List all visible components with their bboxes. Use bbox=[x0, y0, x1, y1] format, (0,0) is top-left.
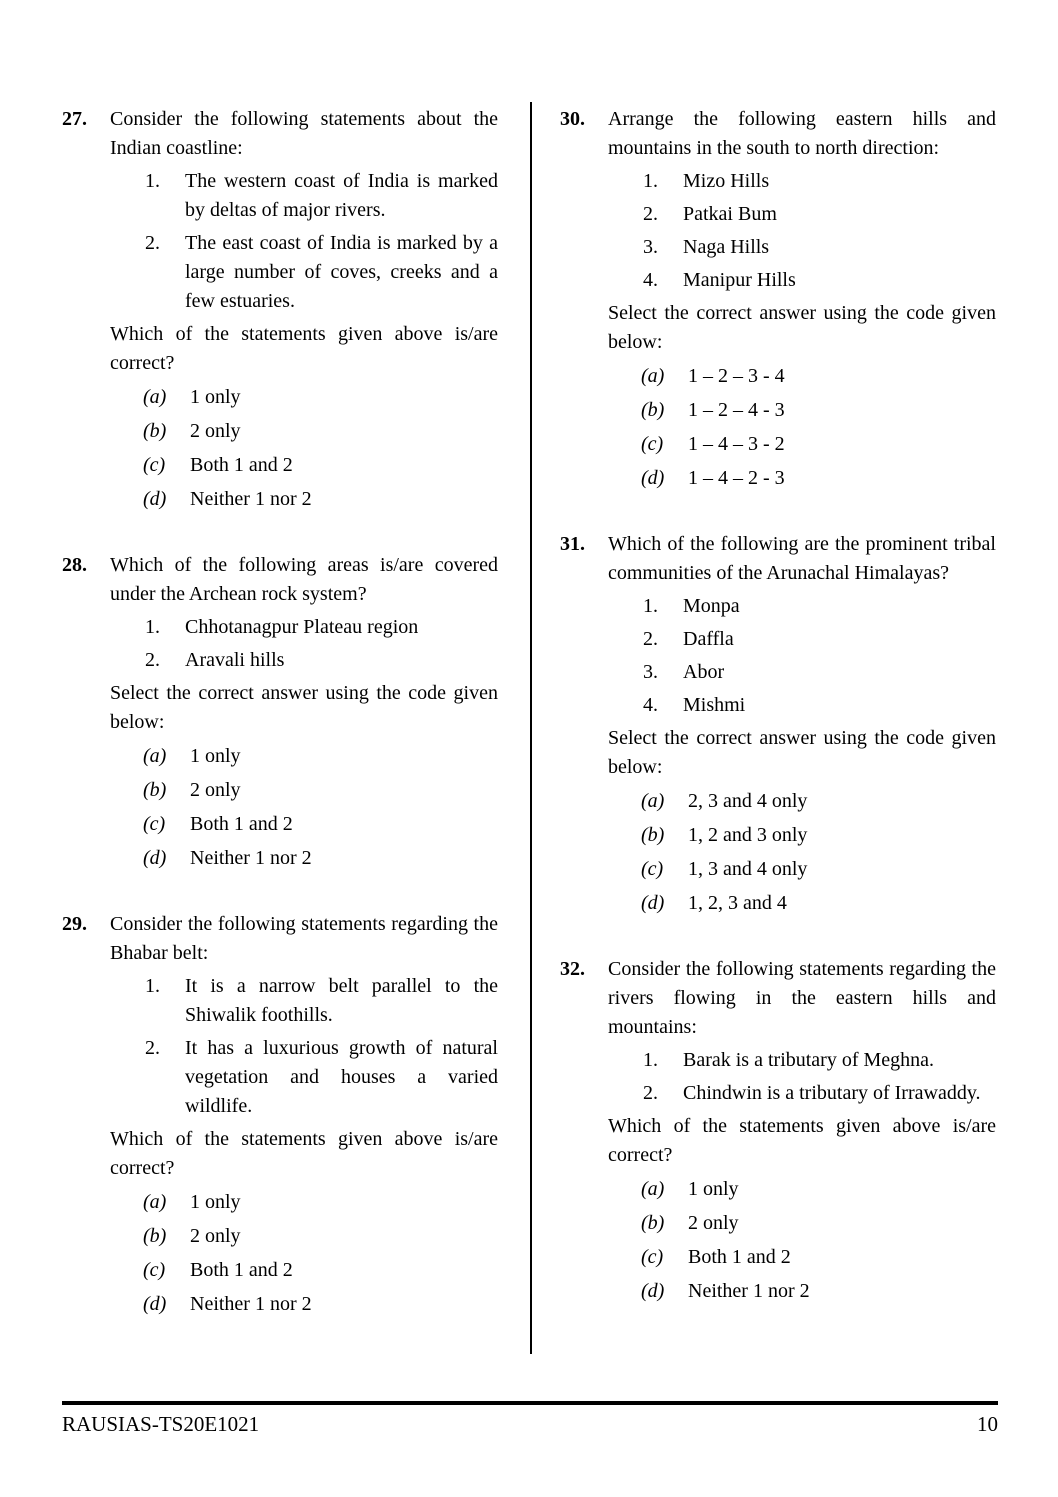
option-a bbox=[143, 1188, 498, 1217]
option-b bbox=[641, 821, 996, 850]
option-letter: (d) bbox=[641, 1280, 665, 1302]
right-column bbox=[560, 105, 996, 1356]
question-intro: Consider the following statements regarding the Bhabar belt: bbox=[110, 913, 498, 964]
list-item bbox=[643, 592, 996, 621]
question-32 bbox=[560, 955, 996, 1306]
list-item bbox=[643, 691, 996, 720]
item-text: Mizo Hills bbox=[683, 170, 770, 192]
question-stem: Which of the statements given above is/are correct? bbox=[110, 1128, 498, 1179]
question-body bbox=[110, 105, 498, 514]
option-text: 1, 2, 3 and 4 bbox=[688, 892, 787, 914]
question-stem: Select the correct answer using the code given below: bbox=[608, 727, 996, 778]
option-b bbox=[641, 396, 996, 425]
list-item bbox=[145, 1034, 498, 1121]
option-text: 2 only bbox=[190, 420, 241, 442]
question-body bbox=[110, 910, 498, 1319]
question-stem: Select the correct answer using the code given below: bbox=[110, 682, 498, 733]
option-b bbox=[143, 1222, 498, 1251]
item-number: 3. bbox=[643, 661, 658, 683]
option-text: Both 1 and 2 bbox=[688, 1246, 791, 1268]
item-number: 1. bbox=[145, 975, 160, 997]
option-a bbox=[641, 787, 996, 816]
item-number: 1. bbox=[643, 170, 658, 192]
question-intro: Which of the following are the prominent tribal communities of the Arunachal Himalayas? bbox=[608, 533, 996, 584]
list-item bbox=[643, 200, 996, 229]
option-b bbox=[641, 1209, 996, 1238]
option-d bbox=[641, 1277, 996, 1306]
option-letter: (c) bbox=[143, 813, 166, 835]
option-a bbox=[641, 1175, 996, 1204]
question-stem: Which of the statements given above is/are correct? bbox=[608, 1115, 996, 1166]
option-letter: (d) bbox=[143, 488, 167, 510]
item-number: 3. bbox=[643, 236, 658, 258]
option-text: 1 only bbox=[190, 745, 241, 767]
option-letter: (d) bbox=[641, 467, 665, 489]
option-d bbox=[641, 889, 996, 918]
option-c bbox=[641, 430, 996, 459]
question-number: 27. bbox=[62, 108, 87, 130]
item-text: Naga Hills bbox=[683, 236, 770, 258]
item-number: 1. bbox=[643, 1049, 658, 1071]
option-letter: (a) bbox=[143, 745, 167, 767]
option-letter: (a) bbox=[143, 1191, 167, 1213]
option-text: 1 – 2 – 4 - 3 bbox=[688, 399, 785, 421]
item-number: 4. bbox=[643, 269, 658, 291]
option-letter: (d) bbox=[143, 1293, 167, 1315]
option-text: Both 1 and 2 bbox=[190, 454, 293, 476]
option-d bbox=[143, 1290, 498, 1319]
item-text: The western coast of India is marked by deltas of major rivers. bbox=[185, 170, 498, 221]
option-letter: (b) bbox=[641, 824, 665, 846]
page-number: 10 bbox=[977, 1412, 998, 1436]
list-item bbox=[145, 613, 498, 642]
question-stem: Which of the statements given above is/are correct? bbox=[110, 323, 498, 374]
option-letter: (c) bbox=[641, 858, 664, 880]
option-text: Neither 1 nor 2 bbox=[190, 1293, 312, 1315]
option-text: Both 1 and 2 bbox=[190, 813, 293, 835]
option-letter: (c) bbox=[143, 1259, 166, 1281]
item-number: 1. bbox=[643, 595, 658, 617]
item-number: 2. bbox=[643, 1082, 658, 1104]
option-text: 1, 3 and 4 only bbox=[688, 858, 808, 880]
question-29 bbox=[62, 910, 498, 1319]
option-text: Neither 1 nor 2 bbox=[190, 488, 312, 510]
option-d bbox=[143, 844, 498, 873]
question-28 bbox=[62, 551, 498, 873]
footer-rule bbox=[62, 1401, 998, 1405]
question-body bbox=[110, 551, 498, 873]
question-27 bbox=[62, 105, 498, 514]
option-letter: (b) bbox=[143, 1225, 167, 1247]
option-d bbox=[143, 485, 498, 514]
item-text: It is a narrow belt parallel to the Shiwalik foothills. bbox=[185, 975, 498, 1026]
option-c bbox=[641, 855, 996, 884]
question-30 bbox=[560, 105, 996, 493]
page-content bbox=[62, 105, 996, 1356]
option-c bbox=[143, 451, 498, 480]
option-text: 1 only bbox=[688, 1178, 739, 1200]
question-intro: Consider the following statements regarding the rivers flowing in the eastern hills and mountains: bbox=[608, 958, 996, 1038]
option-text: Both 1 and 2 bbox=[190, 1259, 293, 1281]
list-item bbox=[145, 229, 498, 316]
option-letter: (a) bbox=[143, 386, 167, 408]
option-text: 2 only bbox=[190, 1225, 241, 1247]
list-item bbox=[145, 167, 498, 225]
option-b bbox=[143, 417, 498, 446]
item-text: Chhotanagpur Plateau region bbox=[185, 616, 419, 638]
list-item bbox=[145, 646, 498, 675]
option-letter: (b) bbox=[641, 399, 665, 421]
question-number: 28. bbox=[62, 554, 87, 576]
list-item bbox=[643, 1079, 996, 1108]
option-text: 1 only bbox=[190, 386, 241, 408]
list-item bbox=[643, 658, 996, 687]
item-text: Mishmi bbox=[683, 694, 746, 716]
option-text: 1 – 2 – 3 - 4 bbox=[688, 365, 785, 387]
item-text: Daffla bbox=[683, 628, 734, 650]
question-number: 31. bbox=[560, 533, 585, 555]
question-31 bbox=[560, 530, 996, 918]
item-number: 2. bbox=[145, 1037, 160, 1059]
item-text: Manipur Hills bbox=[683, 269, 796, 291]
item-text: Abor bbox=[683, 661, 725, 683]
option-letter: (c) bbox=[143, 454, 166, 476]
option-c bbox=[143, 1256, 498, 1285]
footer bbox=[62, 1411, 998, 1437]
option-text: 1 – 4 – 3 - 2 bbox=[688, 433, 785, 455]
option-letter: (d) bbox=[641, 892, 665, 914]
item-number: 1. bbox=[145, 616, 160, 638]
option-text: Neither 1 nor 2 bbox=[688, 1280, 810, 1302]
list-item bbox=[643, 167, 996, 196]
list-item bbox=[643, 625, 996, 654]
option-letter: (a) bbox=[641, 1178, 665, 1200]
question-body bbox=[608, 955, 996, 1306]
item-text: The east coast of India is marked by a large number of coves, creeks and a few estuaries. bbox=[185, 232, 498, 312]
option-text: 2, 3 and 4 only bbox=[688, 790, 808, 812]
option-letter: (a) bbox=[641, 790, 665, 812]
option-b bbox=[143, 776, 498, 805]
footer-code: RAUSIAS-TS20E1021 bbox=[62, 1412, 260, 1436]
option-letter: (a) bbox=[641, 365, 665, 387]
list-item bbox=[643, 1046, 996, 1075]
option-text: 2 only bbox=[688, 1212, 739, 1234]
option-a bbox=[641, 362, 996, 391]
item-number: 2. bbox=[643, 203, 658, 225]
option-text: Neither 1 nor 2 bbox=[190, 847, 312, 869]
option-letter: (b) bbox=[641, 1212, 665, 1234]
item-text: It has a luxurious growth of natural vegetation and houses a varied wildlife. bbox=[185, 1037, 498, 1117]
option-letter: (b) bbox=[143, 420, 167, 442]
item-text: Chindwin is a tributary of Irrawaddy. bbox=[683, 1082, 981, 1104]
question-intro: Arrange the following eastern hills and mountains in the south to north direction: bbox=[608, 108, 996, 159]
item-number: 4. bbox=[643, 694, 658, 716]
option-d bbox=[641, 464, 996, 493]
option-c bbox=[641, 1243, 996, 1272]
item-text: Barak is a tributary of Meghna. bbox=[683, 1049, 935, 1071]
option-text: 2 only bbox=[190, 779, 241, 801]
item-text: Patkai Bum bbox=[683, 203, 777, 225]
question-number: 32. bbox=[560, 958, 585, 980]
question-body bbox=[608, 530, 996, 918]
left-column bbox=[62, 105, 498, 1356]
option-letter: (c) bbox=[641, 1246, 664, 1268]
option-a bbox=[143, 383, 498, 412]
option-letter: (c) bbox=[641, 433, 664, 455]
option-letter: (b) bbox=[143, 779, 167, 801]
list-item bbox=[643, 266, 996, 295]
question-number: 29. bbox=[62, 913, 87, 935]
item-number: 2. bbox=[145, 232, 160, 254]
item-text: Monpa bbox=[683, 595, 740, 617]
question-stem: Select the correct answer using the code given below: bbox=[608, 302, 996, 353]
option-text: 1, 2 and 3 only bbox=[688, 824, 808, 846]
option-letter: (d) bbox=[143, 847, 167, 869]
list-item bbox=[145, 972, 498, 1030]
question-number: 30. bbox=[560, 108, 585, 130]
item-text: Aravali hills bbox=[185, 649, 285, 671]
item-number: 1. bbox=[145, 170, 160, 192]
question-intro: Which of the following areas is/are covered under the Archean rock system? bbox=[110, 554, 498, 605]
item-number: 2. bbox=[643, 628, 658, 650]
item-number: 2. bbox=[145, 649, 160, 671]
option-text: 1 only bbox=[190, 1191, 241, 1213]
question-body bbox=[608, 105, 996, 493]
list-item bbox=[643, 233, 996, 262]
option-c bbox=[143, 810, 498, 839]
question-intro: Consider the following statements about the Indian coastline: bbox=[110, 108, 498, 159]
option-text: 1 – 4 – 2 - 3 bbox=[688, 467, 785, 489]
option-a bbox=[143, 742, 498, 771]
